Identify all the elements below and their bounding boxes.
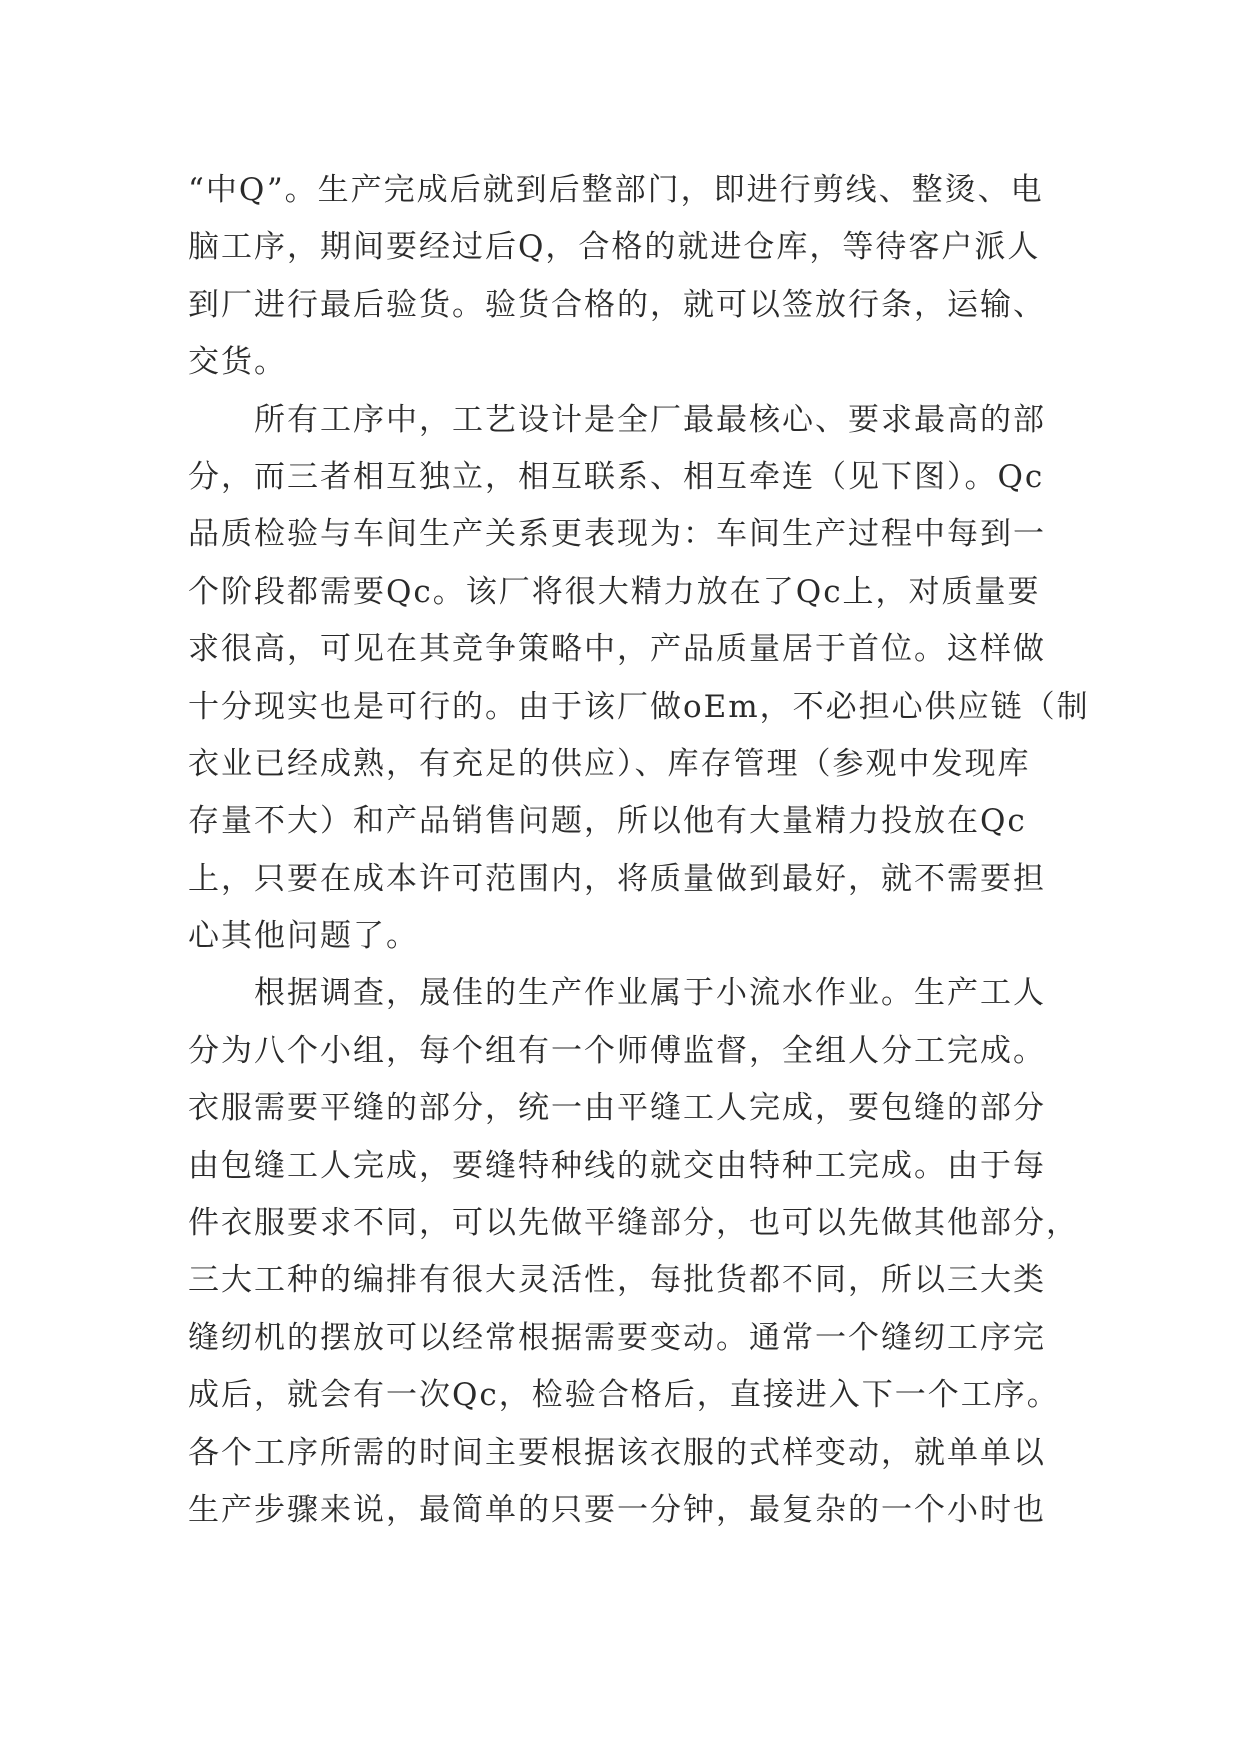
text-line: 分为八个小组，每个组有一个师傅监督，全组人分工完成。 [188,1032,1046,1069]
text-line: 衣业已经成熟，有充足的供应）、库存管理（参观中发现库 [188,745,1031,782]
text-line: 成后，就会有一次Qc，检验合格后，直接进入下一个工序。 [188,1377,1060,1414]
body-text [188,162,1090,1539]
text-line: 根据调查，晟佳的生产作业属于小流水作业。生产工人 [254,975,1046,1012]
text-line: 求很高，可见在其竞争策略中，产品质量居于首位。这样做 [188,631,1046,668]
text-line: 各个工序所需的时间主要根据该衣服的式样变动，就单单以 [188,1434,1046,1471]
text-line: 衣服需要平缝的部分，统一由平缝工人完成，要包缝的部分 [188,1090,1046,1127]
text-line: 分，而三者相互独立，相互联系、相互牵连（见下图）。Qc [188,458,1045,495]
text-line: 上，只要在成本许可范围内，将质量做到最好，就不需要担 [188,860,1046,897]
text-line: 所有工序中，工艺设计是全厂最最核心、要求最高的部 [254,401,1046,438]
text-line: 存量不大）和产品销售问题，所以他有大量精力投放在Qc [188,803,1027,840]
text-line: 由包缝工人完成，要缝特种线的就交由特种工完成。由于每 [188,1147,1046,1184]
text-line: 三大工种的编排有很大灵活性，每批货都不同，所以三大类 [188,1262,1046,1299]
text-line: 个阶段都需要Qc。该厂将很大精力放在了Qc上，对质量要 [188,573,1041,610]
text-line: 脑工序，期间要经过后Q，合格的就进仓库，等待客户派人 [188,229,1041,266]
text-line: 心其他问题了。 [188,918,419,955]
text-line: “中Q”。生产完成后就到后整部门，即进行剪线、整烫、电 [188,172,1044,208]
text-line: 交货。 [188,344,287,381]
text-line: 十分现实也是可行的。由于该厂做oEm，不必担心供应链（制 [188,688,1090,725]
text-line: 缝纫机的摆放可以经常根据需要变动。通常一个缝纫工序完 [188,1319,1046,1356]
text-line: 到厂进行最后验货。验货合格的，就可以签放行条，运输、 [188,286,1046,323]
text-line: 生产步骤来说，最简单的只要一分钟，最复杂的一个小时也 [188,1491,1046,1528]
text-line: 品质检验与车间生产关系更表现为：车间生产过程中每到一 [188,516,1046,553]
text-line: 件衣服要求不同，可以先做平缝部分，也可以先做其他部分， [188,1205,1079,1242]
